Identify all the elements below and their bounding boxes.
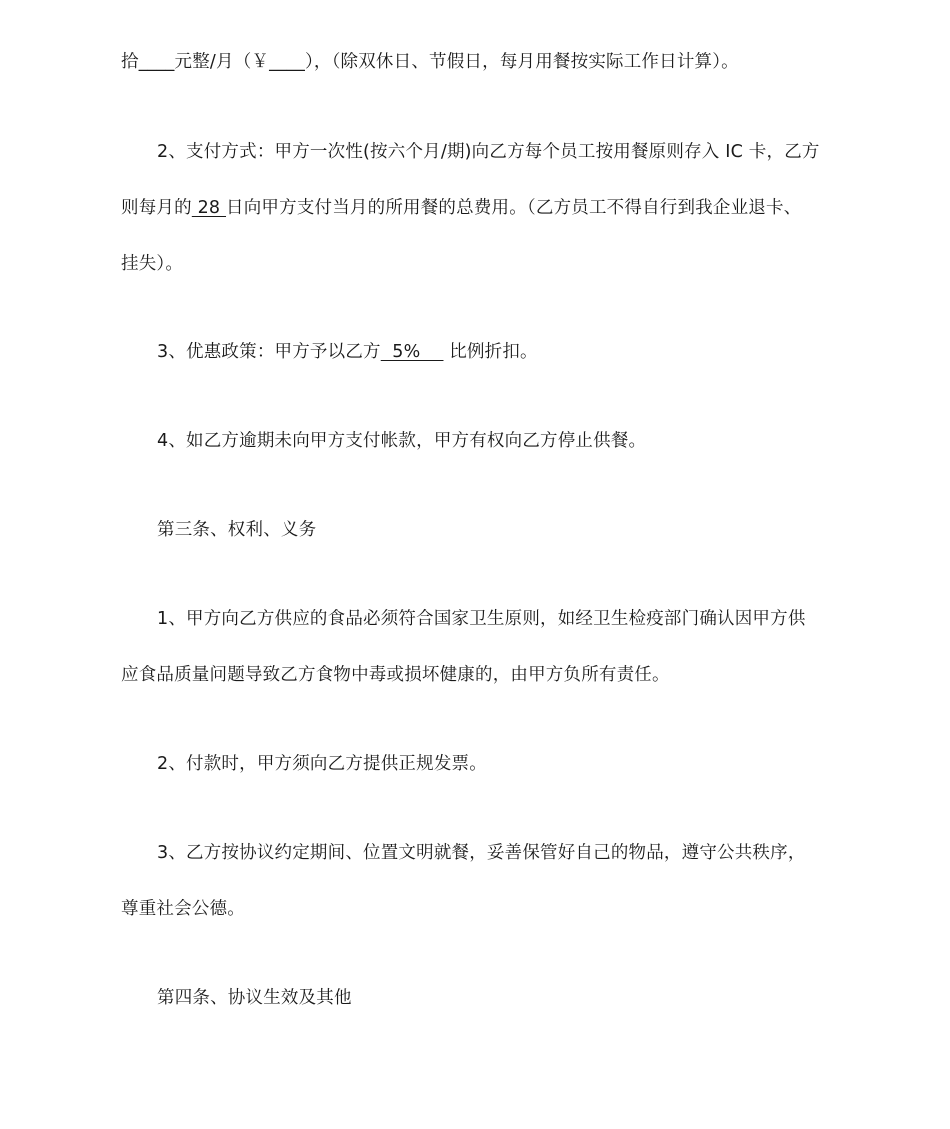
- payment-method-line-2: [121, 196, 801, 220]
- payment-day-value: 28: [191, 198, 227, 218]
- discount-rate: 5%: [380, 342, 444, 362]
- payment-day-prefix: 则每月的: [121, 198, 192, 218]
- right-3-line-1: 3、乙方按协议约定期间、位置文明就餐，妥善保管好自己的物品，遵守公共秩序，: [157, 843, 806, 863]
- payment-day-suffix: 日向甲方支付当月的所用餐的总费用。（乙方员工不得自行到我企业退卡、: [226, 198, 802, 218]
- discount-suffix: 比例折扣。: [443, 342, 538, 362]
- price-blank-1: ____: [138, 52, 175, 72]
- price-suffix: ），（除双休日、节假日，每月用餐按实际工作日计算）。: [304, 52, 739, 72]
- payment-method-line-1: 2、支付方式：甲方一次性(按六个月/期)向乙方每个员工按用餐原则存入 IC 卡，乙方: [157, 142, 820, 162]
- right-1-line-1: 1、甲方向乙方供应的食品必须符合国家卫生原则，如经卫生检疫部门确认因甲方供: [157, 609, 806, 629]
- right-1-line-2: 应食品质量问题导致乙方食物中毒或损坏健康的，由甲方负所有责任。: [121, 665, 670, 685]
- price-prefix: 拾: [121, 52, 139, 72]
- article-3-title: 第三条、权利、义务: [157, 520, 317, 540]
- article-4-title: 第四条、协议生效及其他: [157, 988, 352, 1008]
- price-blank-2: ____: [269, 52, 305, 72]
- right-2-line: 2、付款时，甲方须向乙方提供正规发票。: [157, 754, 487, 774]
- price-line: [121, 50, 739, 74]
- discount-policy-line: [157, 340, 538, 364]
- overdue-line: 4、如乙方逾期未向甲方支付帐款，甲方有权向乙方停止供餐。: [157, 431, 647, 451]
- payment-method-line-3: 挂失）。: [121, 254, 184, 274]
- discount-prefix: 3、优惠政策：甲方予以乙方: [157, 342, 381, 362]
- price-middle: 元整/月（￥: [174, 52, 270, 72]
- right-3-line-2: 尊重社会公德。: [121, 899, 245, 919]
